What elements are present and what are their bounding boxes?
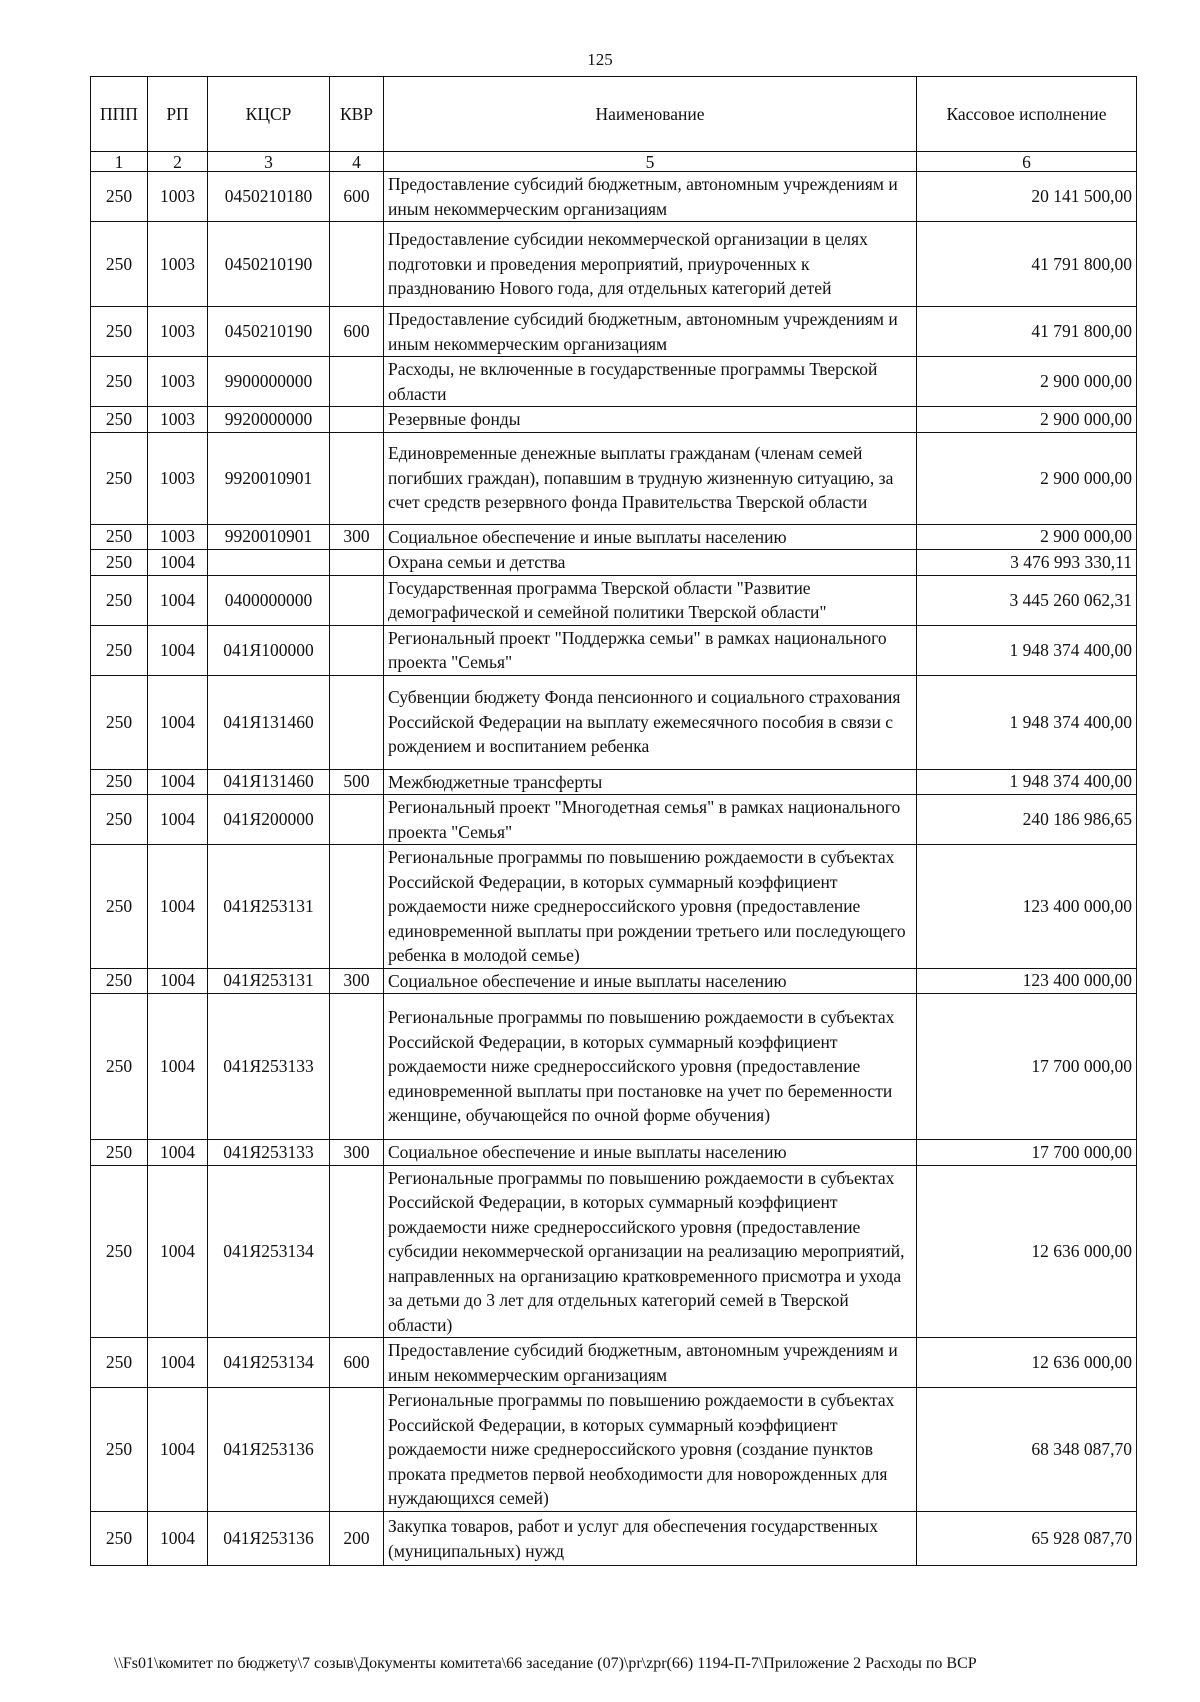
cell-name: Расходы, не включенные в государственные программы Тверской области [384, 357, 917, 407]
header-name: Наименование [384, 77, 917, 152]
cell-name: Региональные программы по повышению рождаемости в субъектах Российской Федерации, в которых суммарный коэффициент рождаемости ниже среднероссийского уровня (предоставление единовременной выплаты при рождении третьего или последующего ребенка в молодой семье) [384, 845, 917, 969]
cell-rp: 1004 [148, 1140, 208, 1166]
cell-kcsr: 0450210180 [208, 172, 330, 222]
cell-kvr [330, 1388, 384, 1512]
cell-kcsr: 9920000000 [208, 407, 330, 433]
cell-amount: 123 400 000,00 [917, 845, 1137, 969]
cell-amount: 3 476 993 330,11 [917, 550, 1137, 576]
table-row [91, 575, 1137, 625]
cell-kvr [330, 550, 384, 576]
table-row [91, 432, 1137, 524]
cell-amount: 123 400 000,00 [917, 968, 1137, 994]
table-row [91, 675, 1137, 769]
cell-ppp: 250 [91, 795, 148, 845]
cell-name: Субвенции бюджету Фонда пенсионного и социального страхования Российской Федерации на выплату ежемесячного пособия в связи с рождением и воспитанием ребенка [384, 675, 917, 769]
cell-ppp: 250 [91, 432, 148, 524]
table-row [91, 524, 1137, 550]
cell-kvr [330, 1165, 384, 1338]
table-row [91, 845, 1137, 969]
cell-amount: 68 348 087,70 [917, 1388, 1137, 1512]
cell-kcsr: 041Я200000 [208, 795, 330, 845]
cell-amount: 2 900 000,00 [917, 524, 1137, 550]
cell-kcsr: 041Я253136 [208, 1388, 330, 1512]
cell-ppp: 250 [91, 357, 148, 407]
table-row [91, 1512, 1137, 1566]
column-number: 1 [91, 152, 148, 172]
cell-rp: 1004 [148, 1512, 208, 1566]
column-number-row [91, 152, 1137, 172]
cell-name: Закупка товаров, работ и услуг для обеспечения государственных (муниципальных) нужд [384, 1512, 917, 1566]
table-row [91, 625, 1137, 675]
cell-amount: 1 948 374 400,00 [917, 675, 1137, 769]
cell-kcsr: 041Я253131 [208, 845, 330, 969]
cell-kvr [330, 575, 384, 625]
cell-rp: 1003 [148, 524, 208, 550]
cell-amount: 17 700 000,00 [917, 1140, 1137, 1166]
table-row [91, 1140, 1137, 1166]
cell-amount: 20 141 500,00 [917, 172, 1137, 222]
cell-kvr [330, 625, 384, 675]
cell-ppp: 250 [91, 625, 148, 675]
cell-rp: 1004 [148, 994, 208, 1140]
cell-kvr: 200 [330, 1512, 384, 1566]
cell-rp: 1003 [148, 172, 208, 222]
table-row [91, 407, 1137, 433]
cell-ppp: 250 [91, 994, 148, 1140]
cell-ppp: 250 [91, 1388, 148, 1512]
cell-kcsr: 041Я253134 [208, 1338, 330, 1388]
cell-name: Региональный проект "Многодетная семья" в рамках национального проекта "Семья" [384, 795, 917, 845]
cell-kcsr: 041Я253136 [208, 1512, 330, 1566]
cell-ppp: 250 [91, 524, 148, 550]
cell-kvr [330, 795, 384, 845]
table-row [91, 307, 1137, 357]
cell-amount: 240 186 986,65 [917, 795, 1137, 845]
cell-kcsr: 041Я131460 [208, 769, 330, 795]
cell-amount: 1 948 374 400,00 [917, 625, 1137, 675]
cell-kvr [330, 675, 384, 769]
cell-ppp: 250 [91, 1140, 148, 1166]
cell-kvr: 600 [330, 307, 384, 357]
table-row [91, 550, 1137, 576]
cell-amount: 41 791 800,00 [917, 307, 1137, 357]
cell-ppp: 250 [91, 1512, 148, 1566]
table-row [91, 1388, 1137, 1512]
cell-rp: 1004 [148, 550, 208, 576]
cell-ppp: 250 [91, 407, 148, 433]
cell-ppp: 250 [91, 845, 148, 969]
cell-name: Региональные программы по повышению рождаемости в субъектах Российской Федерации, в которых суммарный коэффициент рождаемости ниже среднероссийского уровня (предоставление единовременной выплаты при постановке на учет по беременности женщине, обучающейся по очной форме обучения) [384, 994, 917, 1140]
table-row [91, 795, 1137, 845]
cell-rp: 1004 [148, 1165, 208, 1338]
table-row [91, 1338, 1137, 1388]
cell-kvr [330, 845, 384, 969]
cell-amount: 2 900 000,00 [917, 432, 1137, 524]
column-number: 5 [384, 152, 917, 172]
cell-rp: 1003 [148, 357, 208, 407]
cell-rp: 1004 [148, 845, 208, 969]
column-number: 4 [330, 152, 384, 172]
table-row [91, 1165, 1137, 1338]
cell-kvr [330, 222, 384, 307]
cell-amount: 17 700 000,00 [917, 994, 1137, 1140]
column-number: 2 [148, 152, 208, 172]
cell-kvr: 300 [330, 524, 384, 550]
cell-kcsr: 0450210190 [208, 307, 330, 357]
cell-kcsr: 041Я100000 [208, 625, 330, 675]
cell-name: Предоставление субсидии некоммерческой организации в целях подготовки и проведения мероприятий, приуроченных к празднованию Нового года, для отдельных категорий детей [384, 222, 917, 307]
page-number: 125 [587, 50, 613, 69]
cell-name: Региональные программы по повышению рождаемости в субъектах Российской Федерации, в которых суммарный коэффициент рождаемости ниже среднероссийского уровня (создание пунктов проката предметов первой необходимости для новорожденных для нуждающихся семей) [384, 1388, 917, 1512]
cell-rp: 1004 [148, 625, 208, 675]
cell-ppp: 250 [91, 307, 148, 357]
cell-ppp: 250 [91, 550, 148, 576]
cell-kcsr: 041Я253131 [208, 968, 330, 994]
cell-kvr: 600 [330, 172, 384, 222]
header-ppp: ППП [91, 77, 148, 152]
cell-name: Предоставление субсидий бюджетным, автономным учреждениям и иным некоммерческим организациям [384, 1338, 917, 1388]
cell-rp: 1004 [148, 1338, 208, 1388]
budget-table [90, 76, 1137, 1566]
cell-kvr: 300 [330, 968, 384, 994]
cell-ppp: 250 [91, 575, 148, 625]
cell-amount: 12 636 000,00 [917, 1165, 1137, 1338]
cell-rp: 1003 [148, 407, 208, 433]
cell-rp: 1004 [148, 575, 208, 625]
cell-kcsr: 041Я253133 [208, 994, 330, 1140]
cell-kvr [330, 407, 384, 433]
cell-kvr [330, 432, 384, 524]
footer-file-path: \\Fs01\комитет по бюджету\7 созыв\Документы комитета\66 заседание (07)\pr\zpr(66) 1194-П-7\Приложение 2 Расходы по ВСР [114, 1655, 977, 1672]
cell-rp: 1003 [148, 307, 208, 357]
cell-name: Единовременные денежные выплаты гражданам (членам семей погибших граждан), попавшим в трудную жизненную ситуацию, за счет средств резервного фонда Правительства Тверской области [384, 432, 917, 524]
table-row [91, 172, 1137, 222]
cell-rp: 1004 [148, 675, 208, 769]
column-number: 6 [917, 152, 1137, 172]
cell-rp: 1004 [148, 1388, 208, 1512]
cell-ppp: 250 [91, 769, 148, 795]
header-amount: Кассовое исполнение [917, 77, 1137, 152]
header-rp: РП [148, 77, 208, 152]
cell-rp: 1003 [148, 222, 208, 307]
cell-amount: 3 445 260 062,31 [917, 575, 1137, 625]
cell-name: Резервные фонды [384, 407, 917, 433]
cell-name: Предоставление субсидий бюджетным, автономным учреждениям и иным некоммерческим организациям [384, 172, 917, 222]
cell-ppp: 250 [91, 968, 148, 994]
cell-name: Социальное обеспечение и иные выплаты населению [384, 968, 917, 994]
cell-ppp: 250 [91, 675, 148, 769]
cell-rp: 1004 [148, 795, 208, 845]
cell-kvr [330, 357, 384, 407]
cell-name: Социальное обеспечение и иные выплаты населению [384, 524, 917, 550]
cell-kvr: 600 [330, 1338, 384, 1388]
cell-kcsr: 041Я253134 [208, 1165, 330, 1338]
cell-kvr: 300 [330, 1140, 384, 1166]
cell-kcsr: 9900000000 [208, 357, 330, 407]
cell-kcsr: 041Я131460 [208, 675, 330, 769]
cell-amount: 65 928 087,70 [917, 1512, 1137, 1566]
cell-amount: 12 636 000,00 [917, 1338, 1137, 1388]
cell-name: Межбюджетные трансферты [384, 769, 917, 795]
cell-amount: 2 900 000,00 [917, 407, 1137, 433]
header-kcsr: КЦСР [208, 77, 330, 152]
cell-name: Региональный проект "Поддержка семьи" в рамках национального проекта "Семья" [384, 625, 917, 675]
cell-rp: 1003 [148, 432, 208, 524]
cell-ppp: 250 [91, 1338, 148, 1388]
cell-kcsr: 9920010901 [208, 524, 330, 550]
header-kvr: КВР [330, 77, 384, 152]
cell-amount: 41 791 800,00 [917, 222, 1137, 307]
header-row [91, 77, 1137, 152]
cell-ppp: 250 [91, 1165, 148, 1338]
cell-name: Государственная программа Тверской области "Развитие демографической и семейной политики Тверской области" [384, 575, 917, 625]
cell-name: Социальное обеспечение и иные выплаты населению [384, 1140, 917, 1166]
cell-ppp: 250 [91, 222, 148, 307]
cell-kcsr: 0450210190 [208, 222, 330, 307]
cell-name: Охрана семьи и детства [384, 550, 917, 576]
cell-kcsr: 0400000000 [208, 575, 330, 625]
cell-amount: 1 948 374 400,00 [917, 769, 1137, 795]
cell-rp: 1004 [148, 769, 208, 795]
table-body [91, 172, 1137, 1566]
table-row [91, 994, 1137, 1140]
cell-rp: 1004 [148, 968, 208, 994]
cell-kcsr: 9920010901 [208, 432, 330, 524]
cell-name: Региональные программы по повышению рождаемости в субъектах Российской Федерации, в которых суммарный коэффициент рождаемости ниже среднероссийского уровня (предоставление субсидии некоммерческой организации на реализацию мероприятий, направленных на организацию кратковременного присмотра и ухода за детьми до 3 лет для отдельных категорий семей в Тверской области) [384, 1165, 917, 1338]
table-row [91, 968, 1137, 994]
table-row [91, 769, 1137, 795]
cell-kvr: 500 [330, 769, 384, 795]
cell-kcsr [208, 550, 330, 576]
table-row [91, 222, 1137, 307]
cell-kcsr: 041Я253133 [208, 1140, 330, 1166]
cell-ppp: 250 [91, 172, 148, 222]
table-row [91, 357, 1137, 407]
column-number: 3 [208, 152, 330, 172]
cell-amount: 2 900 000,00 [917, 357, 1137, 407]
cell-kvr [330, 994, 384, 1140]
cell-name: Предоставление субсидий бюджетным, автономным учреждениям и иным некоммерческим организациям [384, 307, 917, 357]
